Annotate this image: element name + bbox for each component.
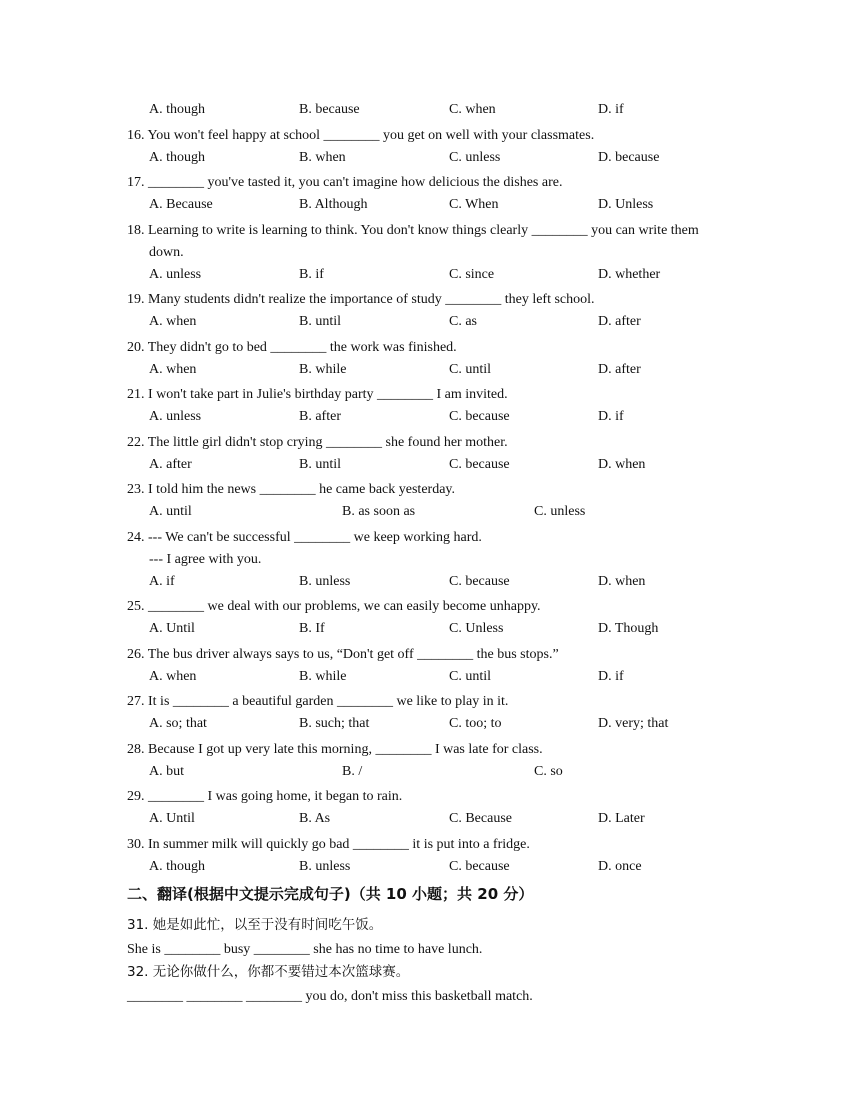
q17-option-b: B. Although [299, 197, 368, 212]
q19-option-b: B. until [299, 314, 342, 329]
question-19-stem: 19. Many students didn't realize the importance of study ________ they left school. [127, 292, 595, 307]
q27-option-d: D. very; that [598, 716, 669, 731]
option-d: D. if [598, 102, 624, 117]
q23-option-c: C. unless [534, 504, 586, 519]
q27-option-c: C. too; to [449, 716, 502, 731]
q22-option-a: A. after [149, 457, 192, 472]
option-b: B. because [299, 102, 360, 117]
q20-option-c: C. until [449, 362, 492, 377]
question-32-sentence: ________ ________ ________ you do, don't miss this basketball match. [127, 989, 533, 1004]
q17-option-c: C. When [449, 197, 499, 212]
q25-option-b: B. If [299, 621, 325, 636]
q25-option-d: D. Though [598, 621, 659, 636]
q29-option-a: A. Until [149, 811, 195, 826]
q19-option-a: A. when [149, 314, 197, 329]
q23-option-a: A. until [149, 504, 192, 519]
q27-option-a: A. so; that [149, 716, 207, 731]
q19-option-d: D. after [598, 314, 641, 329]
q25-option-c: C. Unless [449, 621, 504, 636]
q30-option-b: B. unless [299, 859, 351, 874]
question-27-stem: 27. It is ________ a beautiful garden ________ we like to play in it. [127, 694, 509, 709]
q17-option-a: A. Because [149, 197, 213, 212]
q18-option-b: B. if [299, 267, 324, 282]
q16-option-d: D. because [598, 150, 660, 165]
q16-option-c: C. unless [449, 150, 501, 165]
q28-option-c: C. so [534, 764, 563, 779]
q30-option-a: A. though [149, 859, 205, 874]
question-24-stem: 24. --- We can't be successful ________ we keep working hard. [127, 530, 482, 545]
q18-option-d: D. whether [598, 267, 661, 282]
q24-option-c: C. because [449, 574, 510, 589]
question-18-stem: 18. Learning to write is learning to think. You don't know things clearly ________ you can write them [127, 223, 699, 238]
q17-option-d: D. Unless [598, 197, 654, 212]
q27-option-b: B. such; that [299, 716, 370, 731]
q29-option-d: D. Later [598, 811, 645, 826]
q24-option-d: D. when [598, 574, 646, 589]
q26-option-d: D. if [598, 669, 624, 684]
q26-option-a: A. when [149, 669, 197, 684]
question-31-prompt: 31. 她是如此忙，以至于没有时间吃午饭。 [127, 917, 383, 933]
question-25-stem: 25. ________ we deal with our problems, we can easily become unhappy. [127, 599, 541, 614]
question-24-stem-cont: --- I agree with you. [149, 552, 262, 567]
q20-option-a: A. when [149, 362, 197, 377]
option-a: A. though [149, 102, 205, 117]
section-2-heading: 二、翻译(根据中文提示完成句子)（共 10 小题；共 20 分） [127, 885, 534, 903]
question-21-stem: 21. I won't take part in Julie's birthday party ________ I am invited. [127, 387, 508, 402]
q20-option-d: D. after [598, 362, 641, 377]
q28-option-a: A. but [149, 764, 184, 779]
question-23-stem: 23. I told him the news ________ he came back yesterday. [127, 482, 456, 497]
q22-option-d: D. when [598, 457, 646, 472]
question-31-sentence: She is ________ busy ________ she has no time to have lunch. [127, 942, 483, 957]
q28-option-b: B. / [342, 764, 363, 779]
q21-option-c: C. because [449, 409, 510, 424]
q24-option-a: A. if [149, 574, 175, 589]
question-32-prompt: 32. 无论你做什么，你都不要错过本次篮球赛。 [127, 964, 410, 980]
q30-option-d: D. once [598, 859, 642, 874]
q19-option-c: C. as [449, 314, 477, 329]
q21-option-d: D. if [598, 409, 624, 424]
question-20-stem: 20. They didn't go to bed ________ the work was finished. [127, 340, 457, 355]
question-22-stem: 22. The little girl didn't stop crying ________ she found her mother. [127, 435, 508, 450]
q21-option-a: A. unless [149, 409, 202, 424]
q29-option-c: C. Because [449, 811, 512, 826]
q18-option-c: C. since [449, 267, 495, 282]
question-18-stem-cont: down. [149, 245, 184, 260]
q29-option-b: B. As [299, 811, 331, 826]
q26-option-c: C. until [449, 669, 492, 684]
question-17-stem: 17. ________ you've tasted it, you can't imagine how delicious the dishes are. [127, 175, 563, 190]
q21-option-b: B. after [299, 409, 341, 424]
question-28-stem: 28. Because I got up very late this morning, ________ I was late for class. [127, 742, 543, 757]
question-16-stem: 16. You won't feel happy at school ________ you get on well with your classmates. [127, 128, 595, 143]
q16-option-a: A. though [149, 150, 205, 165]
q25-option-a: A. Until [149, 621, 195, 636]
question-26-stem: 26. The bus driver always says to us, “Don't get off ________ the bus stops.” [127, 647, 559, 662]
q18-option-a: A. unless [149, 267, 202, 282]
q24-option-b: B. unless [299, 574, 351, 589]
q16-option-b: B. when [299, 150, 346, 165]
q26-option-b: B. while [299, 669, 347, 684]
q22-option-c: C. because [449, 457, 510, 472]
q20-option-b: B. while [299, 362, 347, 377]
option-c: C. when [449, 102, 496, 117]
question-29-stem: 29. ________ I was going home, it began to rain. [127, 789, 403, 804]
q30-option-c: C. because [449, 859, 510, 874]
question-30-stem: 30. In summer milk will quickly go bad ________ it is put into a fridge. [127, 837, 530, 852]
q23-option-b: B. as soon as [342, 504, 416, 519]
q22-option-b: B. until [299, 457, 342, 472]
